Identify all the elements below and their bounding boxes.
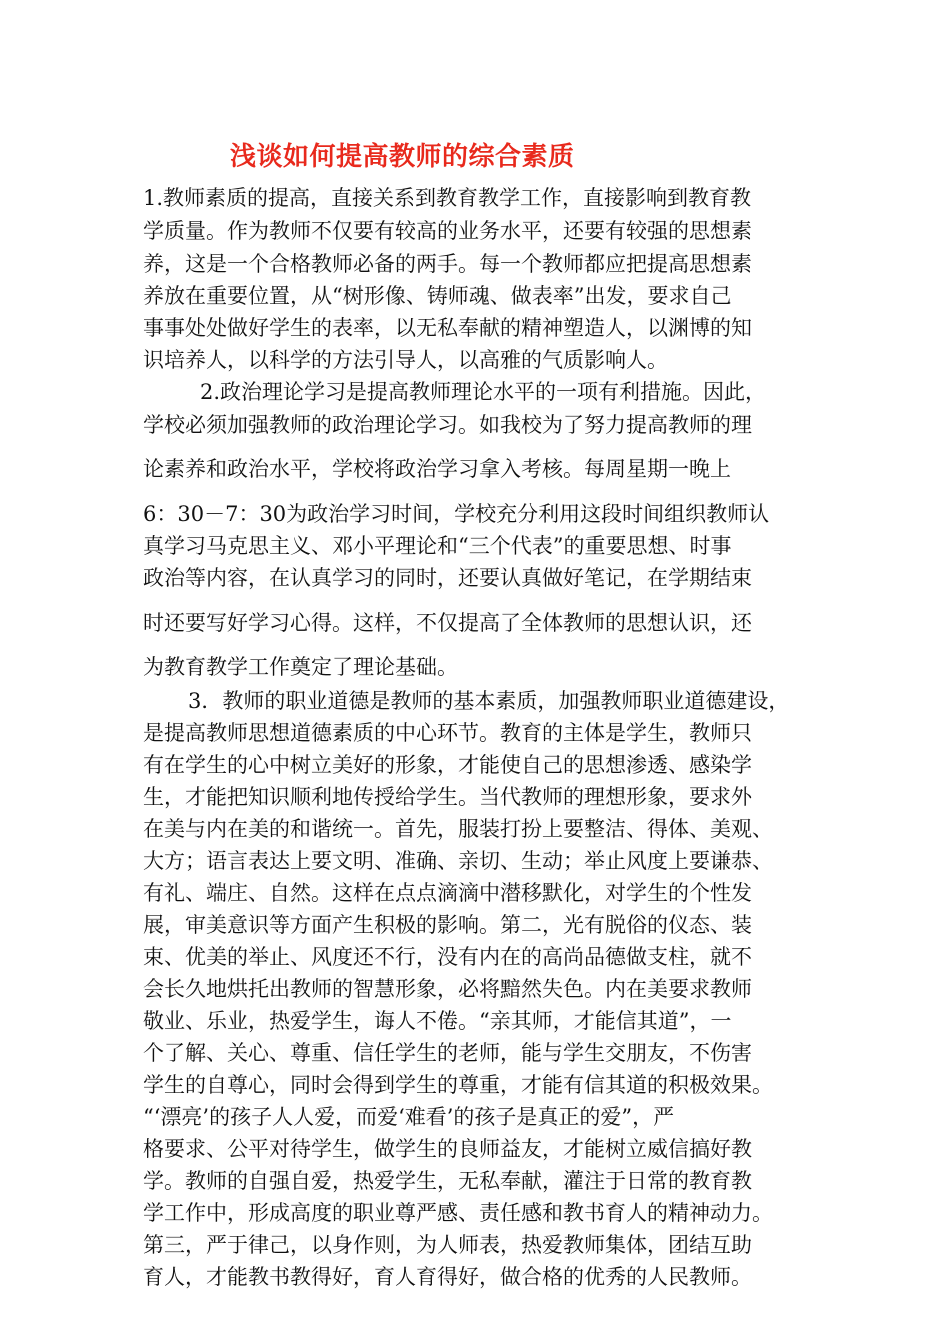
paragraph-2-line: 学校必须加强教师的政治理论学习。如我校为了努力提高教师的理 <box>143 413 752 437</box>
paragraph-2-text: 论素养和政治水平，学校将 <box>143 457 395 481</box>
paragraph-1-line: 事事处处做好学生的表率，以无私奉献的精神塑造人，以渊博的知 <box>143 316 752 340</box>
paragraph-3-line: 育人，才能教书教得好，育人育得好，做合格的优秀的人民教师。 <box>143 1265 752 1289</box>
paragraph-3-line: 有在学生的心中树立美好的形象，才能使自己的思想渗透、感染学 <box>143 753 752 777</box>
paragraph-1-line: 识培养人，以科学的方法引导人，以高雅的气质影响人。 <box>143 348 668 372</box>
paragraph-1-line: 1.教师素质的提高，直接关系到教育教学工作，直接影响到教育教 <box>143 186 752 210</box>
paragraph-3-line: 3．教师的职业道德是教师的基本素质，加强教师职业道德建设， <box>188 689 790 713</box>
paragraph-3-line: 敬业、乐业，热爱学生，诲人不倦。“亲其师，才能信其道”，一 <box>143 1009 732 1033</box>
paragraph-3-line: 在美与内在美的和谐统一。首先，服装打扮上要整洁、得体、美观、 <box>143 817 773 841</box>
paragraph-3-line: 格要求、公平对待学生，做学生的良师益友，才能树立威信搞好教 <box>143 1137 752 1161</box>
paragraph-1-line: 养放在重要位置，从“树形像、铸师魂、做表率”出发，要求自己 <box>143 284 732 308</box>
paragraph-2-highlight: 政治学习拿入考核 <box>395 457 563 481</box>
paragraph-3-line: 学工作中，形成高度的职业尊严感、责任感和教书育人的精神动力。 <box>143 1201 773 1225</box>
document-title: 浅谈如何提高教师的综合素质 <box>230 142 575 172</box>
paragraph-3-line: 第三，严于律己，以身作则，为人师表，热爱教师集体，团结互助 <box>143 1233 752 1257</box>
paragraph-2-text: 。每周星期一晚上 <box>563 457 731 481</box>
paragraph-2-line <box>143 454 731 484</box>
paragraph-3-line: 是提高教师思想道德素质的中心环节。教育的主体是学生，教师只 <box>143 721 752 745</box>
paragraph-3-line: 学。教师的自强自爱，热爱学生，无私奉献，灌注于日常的教育教 <box>143 1169 752 1193</box>
paragraph-3-line: 大方；语言表达上要文明、准确、亲切、生动；举止风度上要谦恭、 <box>143 849 773 873</box>
paragraph-3-line: 会长久地烘托出教师的智慧形象，必将黯然失色。内在美要求教师 <box>143 977 752 1001</box>
paragraph-3-line: 束、优美的举止、风度还不行，没有内在的高尚品德做支柱，就不 <box>143 945 752 969</box>
paragraph-3-line: 有礼、端庄、自然。这样在点点滴滴中潜移默化，对学生的个性发 <box>143 881 752 905</box>
paragraph-2-text: 时还要写好学习心得 <box>143 611 332 635</box>
paragraph-2-text: 。这样，不仅提高了全体教师的思想认识，还 <box>332 611 752 635</box>
paragraph-2-line: 为教育教学工作奠定了理论基础。 <box>143 655 458 679</box>
paragraph-3-line: 展，审美意识等方面产生积极的影响。第二，光有脱俗的仪态、装 <box>143 913 752 937</box>
paragraph-1-line: 养，这是一个合格教师必备的两手。每一个教师都应把提高思想素 <box>143 252 752 276</box>
paragraph-2-line <box>143 608 752 638</box>
paragraph-1-line: 学质量。作为教师不仅要有较高的业务水平，还要有较强的思想素 <box>143 219 752 243</box>
paragraph-3-line: “‘漂亮’的孩子人人爱，而爱‘难看’的孩子是真正的爱”，严 <box>143 1105 675 1129</box>
paragraph-3-line: 学生的自尊心，同时会得到学生的尊重，才能有信其道的积极效果。 <box>143 1073 773 1097</box>
paragraph-3-line: 生，才能把知识顺利地传授给学生。当代教师的理想形象，要求外 <box>143 785 752 809</box>
paragraph-2-line: 2.政治理论学习是提高教师理论水平的一项有利措施。因此， <box>200 380 767 404</box>
paragraph-2-line: 政治等内容，在认真学习的同时，还要认真做好笔记，在学期结束 <box>143 566 752 590</box>
paragraph-3-line: 个了解、关心、尊重、信任学生的老师，能与学生交朋友，不伤害 <box>143 1041 752 1065</box>
paragraph-2-line: 真学习马克思主义、邓小平理论和“三个代表”的重要思想、时事 <box>143 534 732 558</box>
paragraph-2-line: 6：30－7：30为政治学习时间，学校充分利用这段时间组织教师认 <box>143 502 770 526</box>
